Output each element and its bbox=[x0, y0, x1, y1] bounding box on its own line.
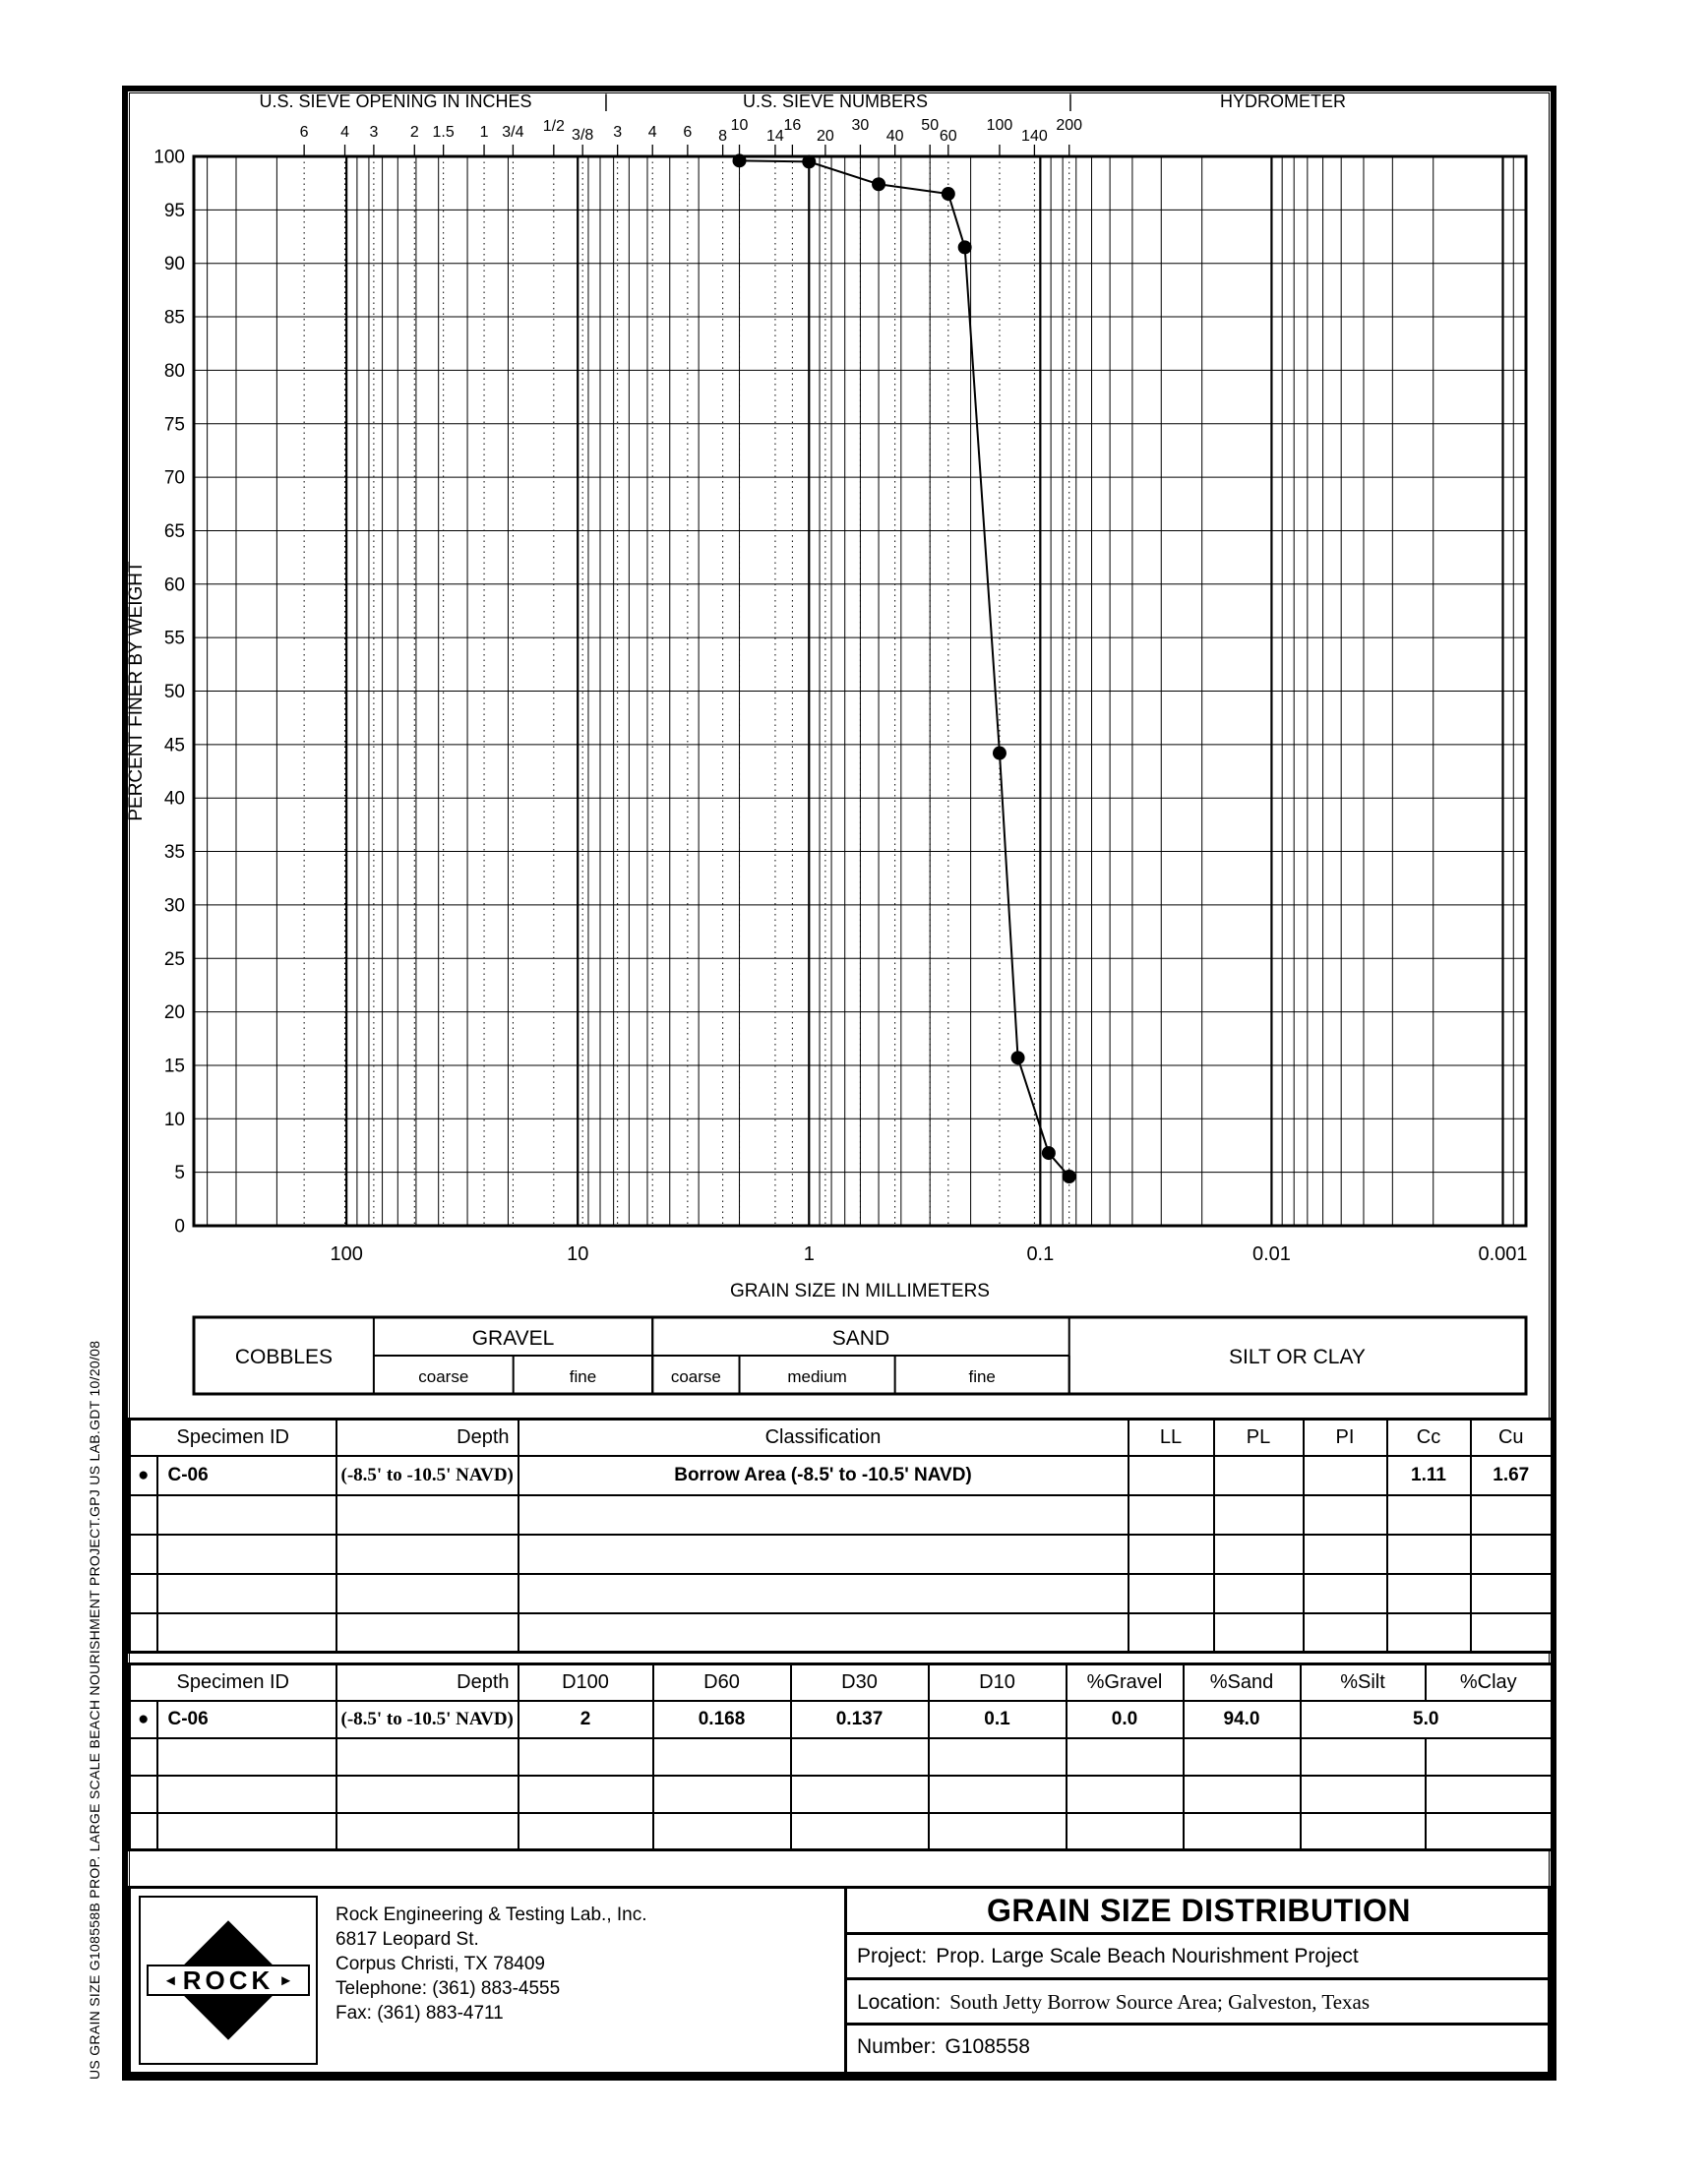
svg-text:1/2: 1/2 bbox=[542, 118, 565, 135]
table-row bbox=[130, 1813, 1553, 1850]
column-header: Depth bbox=[336, 1420, 518, 1456]
table-cell bbox=[1184, 1776, 1301, 1813]
svg-text:|: | bbox=[603, 91, 609, 111]
table-cell bbox=[518, 1776, 653, 1813]
gradation-results-table bbox=[128, 1663, 1554, 1851]
grain-size-curve bbox=[740, 160, 1069, 1177]
table-cell bbox=[1214, 1535, 1304, 1574]
column-header: D60 bbox=[653, 1664, 791, 1701]
svg-text:2: 2 bbox=[409, 124, 419, 141]
column-header: %Silt bbox=[1301, 1664, 1426, 1701]
svg-text:coarse: coarse bbox=[418, 1367, 469, 1386]
company-city: Corpus Christi, TX 78409 bbox=[336, 1954, 545, 1975]
table-cell bbox=[336, 1495, 518, 1535]
table-cell bbox=[1067, 1738, 1184, 1776]
table-cell: Borrow Area (-8.5' to -10.5' NAVD) bbox=[518, 1456, 1128, 1495]
table-cell bbox=[1387, 1613, 1471, 1653]
table-cell bbox=[518, 1495, 1128, 1535]
svg-text:fine: fine bbox=[569, 1367, 597, 1386]
table-cell bbox=[130, 1813, 157, 1850]
rock-logo-band bbox=[147, 1965, 310, 1996]
svg-text:5: 5 bbox=[174, 1163, 185, 1184]
table-cell bbox=[518, 1574, 1128, 1613]
table-cell bbox=[1387, 1535, 1471, 1574]
diamond-arrow-left-icon: ◄ bbox=[162, 1971, 178, 1989]
column-header: Specimen ID bbox=[130, 1420, 336, 1456]
table-cell bbox=[130, 1574, 157, 1613]
table-cell bbox=[157, 1574, 336, 1613]
location-value: South Jetty Borrow Source Area; Galveston, Texas bbox=[949, 1990, 1371, 2014]
table-cell bbox=[518, 1813, 653, 1850]
table-cell bbox=[1184, 1738, 1301, 1776]
svg-text:HYDROMETER: HYDROMETER bbox=[1219, 91, 1347, 111]
chart-grid bbox=[194, 156, 1526, 1226]
table-cell bbox=[1426, 1738, 1553, 1776]
table-cell bbox=[791, 1776, 929, 1813]
svg-text:90: 90 bbox=[163, 254, 185, 275]
table-cell bbox=[653, 1776, 791, 1813]
column-header: Specimen ID bbox=[130, 1664, 336, 1701]
svg-text:60: 60 bbox=[939, 128, 957, 145]
table-cell bbox=[653, 1738, 791, 1776]
svg-text:70: 70 bbox=[163, 467, 185, 489]
svg-text:0.01: 0.01 bbox=[1251, 1243, 1291, 1265]
svg-text:8: 8 bbox=[718, 128, 728, 145]
svg-text:200: 200 bbox=[1056, 117, 1083, 134]
table-cell bbox=[1301, 1776, 1426, 1813]
column-header: D100 bbox=[518, 1664, 653, 1701]
column-header: Cc bbox=[1387, 1420, 1471, 1456]
svg-text:coarse: coarse bbox=[670, 1367, 721, 1386]
svg-text:85: 85 bbox=[163, 307, 185, 329]
svg-text:60: 60 bbox=[163, 574, 185, 596]
svg-text:3/8: 3/8 bbox=[572, 127, 594, 144]
table-cell bbox=[1128, 1613, 1214, 1653]
table-cell bbox=[130, 1613, 157, 1653]
table-row bbox=[130, 1574, 1553, 1613]
table-cell: C-06 bbox=[157, 1456, 336, 1495]
table-cell bbox=[1426, 1813, 1553, 1850]
size-classification-strip bbox=[194, 1317, 1526, 1394]
table-cell bbox=[157, 1613, 336, 1653]
data-points bbox=[733, 153, 1076, 1183]
svg-text:40: 40 bbox=[885, 128, 904, 145]
filename-side-text: US GRAIN SIZE G108558B PROP. LARGE SCALE BEACH NOURISHMENT PROJECT.GPJ US LAB.GDT 10/20/08 bbox=[87, 1340, 102, 2080]
location-label: Location: bbox=[857, 1991, 942, 2014]
svg-text:PERCENT FINER BY WEIGHT: PERCENT FINER BY WEIGHT bbox=[126, 561, 147, 821]
svg-text:45: 45 bbox=[163, 735, 185, 756]
svg-text:3: 3 bbox=[369, 124, 379, 141]
svg-text:100: 100 bbox=[153, 147, 185, 168]
table-cell: 0.0 bbox=[1067, 1701, 1184, 1738]
report-title: GRAIN SIZE DISTRIBUTION bbox=[847, 1889, 1551, 1935]
svg-text:16: 16 bbox=[783, 117, 802, 134]
table-cell bbox=[336, 1574, 518, 1613]
table-cell bbox=[1304, 1613, 1387, 1653]
table-row bbox=[130, 1495, 1553, 1535]
table-cell bbox=[1214, 1495, 1304, 1535]
table-cell bbox=[1067, 1776, 1184, 1813]
table-cell bbox=[1214, 1574, 1304, 1613]
table-cell bbox=[1184, 1813, 1301, 1850]
svg-text:15: 15 bbox=[163, 1056, 185, 1077]
table-cell bbox=[929, 1776, 1067, 1813]
logo-text: ROCK bbox=[182, 1965, 274, 1995]
table-cell bbox=[130, 1535, 157, 1574]
svg-text:100: 100 bbox=[986, 117, 1013, 134]
table-cell bbox=[157, 1535, 336, 1574]
svg-text:65: 65 bbox=[163, 520, 185, 542]
table-cell bbox=[1301, 1813, 1426, 1850]
svg-text:55: 55 bbox=[163, 628, 185, 649]
diamond-arrow-right-icon: ► bbox=[278, 1971, 294, 1989]
svg-text:6: 6 bbox=[683, 124, 693, 141]
svg-text:fine: fine bbox=[968, 1367, 996, 1386]
table-cell: C-06 bbox=[157, 1701, 336, 1738]
table-cell: 5.0 bbox=[1301, 1701, 1553, 1738]
table-cell bbox=[157, 1738, 336, 1776]
svg-text:SAND: SAND bbox=[831, 1327, 890, 1350]
svg-text:4: 4 bbox=[340, 124, 349, 141]
column-header: PI bbox=[1304, 1420, 1387, 1456]
column-header: D10 bbox=[929, 1664, 1067, 1701]
table-cell bbox=[336, 1738, 518, 1776]
table-cell bbox=[157, 1495, 336, 1535]
project-row bbox=[847, 1935, 1551, 1980]
svg-text:0.1: 0.1 bbox=[1026, 1243, 1055, 1265]
column-header: Cu bbox=[1471, 1420, 1553, 1456]
number-label: Number: bbox=[857, 2035, 937, 2058]
svg-text:35: 35 bbox=[163, 842, 185, 864]
table-cell bbox=[1304, 1456, 1387, 1495]
table-cell bbox=[1387, 1495, 1471, 1535]
column-header: PL bbox=[1214, 1420, 1304, 1456]
table-cell bbox=[1128, 1535, 1214, 1574]
table-cell bbox=[653, 1813, 791, 1850]
table-cell bbox=[130, 1776, 157, 1813]
table-cell bbox=[1471, 1613, 1553, 1653]
column-header: Classification bbox=[518, 1420, 1128, 1456]
svg-text:30: 30 bbox=[163, 895, 185, 917]
svg-text:3/4: 3/4 bbox=[502, 124, 524, 141]
table-cell bbox=[791, 1738, 929, 1776]
svg-text:6: 6 bbox=[299, 124, 309, 141]
number-value: G108558 bbox=[945, 2035, 1030, 2058]
company-street: 6817 Leopard St. bbox=[336, 1929, 479, 1951]
column-header: LL bbox=[1128, 1420, 1214, 1456]
table-cell bbox=[518, 1738, 653, 1776]
svg-text:40: 40 bbox=[163, 788, 185, 810]
svg-text:95: 95 bbox=[163, 200, 185, 221]
column-header: %Sand bbox=[1184, 1664, 1301, 1701]
table-cell: 0.137 bbox=[791, 1701, 929, 1738]
location-row bbox=[847, 1980, 1551, 2026]
table-cell: (-8.5' to -10.5' NAVD) bbox=[336, 1701, 518, 1738]
table-cell: ● bbox=[130, 1456, 157, 1495]
table-cell bbox=[791, 1813, 929, 1850]
table-cell: 94.0 bbox=[1184, 1701, 1301, 1738]
classification-results-table bbox=[128, 1418, 1554, 1654]
svg-text:100: 100 bbox=[330, 1243, 363, 1265]
company-logo bbox=[139, 1896, 318, 2065]
svg-text:GRAVEL: GRAVEL bbox=[471, 1327, 555, 1350]
svg-text:50: 50 bbox=[921, 117, 940, 134]
table-cell bbox=[1214, 1613, 1304, 1653]
table-cell bbox=[336, 1613, 518, 1653]
report-info bbox=[847, 1889, 1551, 2072]
company-info bbox=[336, 1903, 647, 2026]
svg-text:COBBLES: COBBLES bbox=[234, 1346, 334, 1368]
svg-text:1.5: 1.5 bbox=[432, 124, 455, 141]
table-cell bbox=[1301, 1738, 1426, 1776]
table-cell bbox=[1128, 1456, 1214, 1495]
svg-text:50: 50 bbox=[163, 682, 185, 702]
svg-text:medium: medium bbox=[787, 1367, 847, 1386]
svg-text:10: 10 bbox=[567, 1243, 589, 1265]
table-cell: 0.168 bbox=[653, 1701, 791, 1738]
svg-text:GRAIN SIZE IN MILLIMETERS: GRAIN SIZE IN MILLIMETERS bbox=[730, 1281, 990, 1301]
table-cell: ● bbox=[130, 1701, 157, 1738]
table-cell: 1.67 bbox=[1471, 1456, 1553, 1495]
svg-text:20: 20 bbox=[816, 128, 834, 145]
column-header: %Clay bbox=[1426, 1664, 1553, 1701]
svg-text:14: 14 bbox=[766, 128, 784, 145]
table-cell bbox=[130, 1495, 157, 1535]
table-cell bbox=[1471, 1574, 1553, 1613]
table-cell bbox=[1128, 1495, 1214, 1535]
svg-text:75: 75 bbox=[163, 414, 185, 436]
svg-text:10: 10 bbox=[163, 1109, 185, 1130]
project-label: Project: bbox=[857, 1945, 928, 1967]
table-cell bbox=[518, 1535, 1128, 1574]
table-row bbox=[130, 1701, 1553, 1738]
table-cell bbox=[157, 1776, 336, 1813]
table-row bbox=[130, 1535, 1553, 1574]
table-cell bbox=[1304, 1574, 1387, 1613]
table-row bbox=[130, 1776, 1553, 1813]
svg-text:|: | bbox=[1068, 91, 1073, 111]
table-cell: 0.1 bbox=[929, 1701, 1067, 1738]
table-cell: (-8.5' to -10.5' NAVD) bbox=[336, 1456, 518, 1495]
table-cell bbox=[336, 1776, 518, 1813]
table-cell bbox=[157, 1813, 336, 1850]
table-cell: 2 bbox=[518, 1701, 653, 1738]
table-row bbox=[130, 1456, 1553, 1495]
svg-text:1: 1 bbox=[803, 1243, 815, 1265]
table-cell: 1.11 bbox=[1387, 1456, 1471, 1495]
svg-text:0: 0 bbox=[174, 1216, 185, 1238]
table-cell bbox=[336, 1813, 518, 1850]
table-row bbox=[130, 1613, 1553, 1653]
table-cell bbox=[130, 1738, 157, 1776]
table-cell bbox=[929, 1813, 1067, 1850]
table-cell bbox=[1304, 1495, 1387, 1535]
column-header: Depth bbox=[336, 1664, 518, 1701]
grain-size-distribution-chart bbox=[122, 86, 1556, 1409]
svg-text:SILT OR CLAY: SILT OR CLAY bbox=[1229, 1346, 1366, 1368]
table-cell bbox=[518, 1613, 1128, 1653]
table-cell bbox=[1426, 1776, 1553, 1813]
svg-text:10: 10 bbox=[730, 117, 749, 134]
svg-text:1: 1 bbox=[479, 124, 489, 141]
title-block bbox=[128, 1886, 1551, 2075]
svg-text:4: 4 bbox=[647, 124, 657, 141]
table-cell bbox=[1128, 1574, 1214, 1613]
svg-text:140: 140 bbox=[1021, 128, 1048, 145]
svg-text:3: 3 bbox=[613, 124, 623, 141]
company-name: Rock Engineering & Testing Lab., Inc. bbox=[336, 1905, 647, 1925]
svg-text:30: 30 bbox=[851, 117, 870, 134]
column-header: %Gravel bbox=[1067, 1664, 1184, 1701]
table-cell bbox=[1471, 1495, 1553, 1535]
table-row bbox=[130, 1738, 1553, 1776]
svg-text:U.S. SIEVE OPENING IN INCHES: U.S. SIEVE OPENING IN INCHES bbox=[259, 91, 532, 111]
table-cell bbox=[1471, 1535, 1553, 1574]
svg-text:20: 20 bbox=[163, 1002, 185, 1024]
table-cell bbox=[1387, 1574, 1471, 1613]
table-cell bbox=[1214, 1456, 1304, 1495]
svg-text:0.001: 0.001 bbox=[1478, 1243, 1528, 1265]
company-fax: Fax: (361) 883-4711 bbox=[336, 2003, 504, 2025]
svg-text:U.S. SIEVE NUMBERS: U.S. SIEVE NUMBERS bbox=[742, 91, 929, 111]
svg-text:25: 25 bbox=[163, 948, 185, 970]
svg-text:80: 80 bbox=[163, 360, 185, 382]
table-cell bbox=[1067, 1813, 1184, 1850]
table-cell bbox=[1304, 1535, 1387, 1574]
company-phone: Telephone: (361) 883-4555 bbox=[336, 1978, 561, 2000]
column-header: D30 bbox=[791, 1664, 929, 1701]
project-value: Prop. Large Scale Beach Nourishment Project bbox=[936, 1945, 1359, 1967]
table-cell bbox=[336, 1535, 518, 1574]
number-row bbox=[847, 2026, 1551, 2072]
sieve-tick-lines bbox=[300, 117, 1082, 1226]
table-cell bbox=[929, 1738, 1067, 1776]
